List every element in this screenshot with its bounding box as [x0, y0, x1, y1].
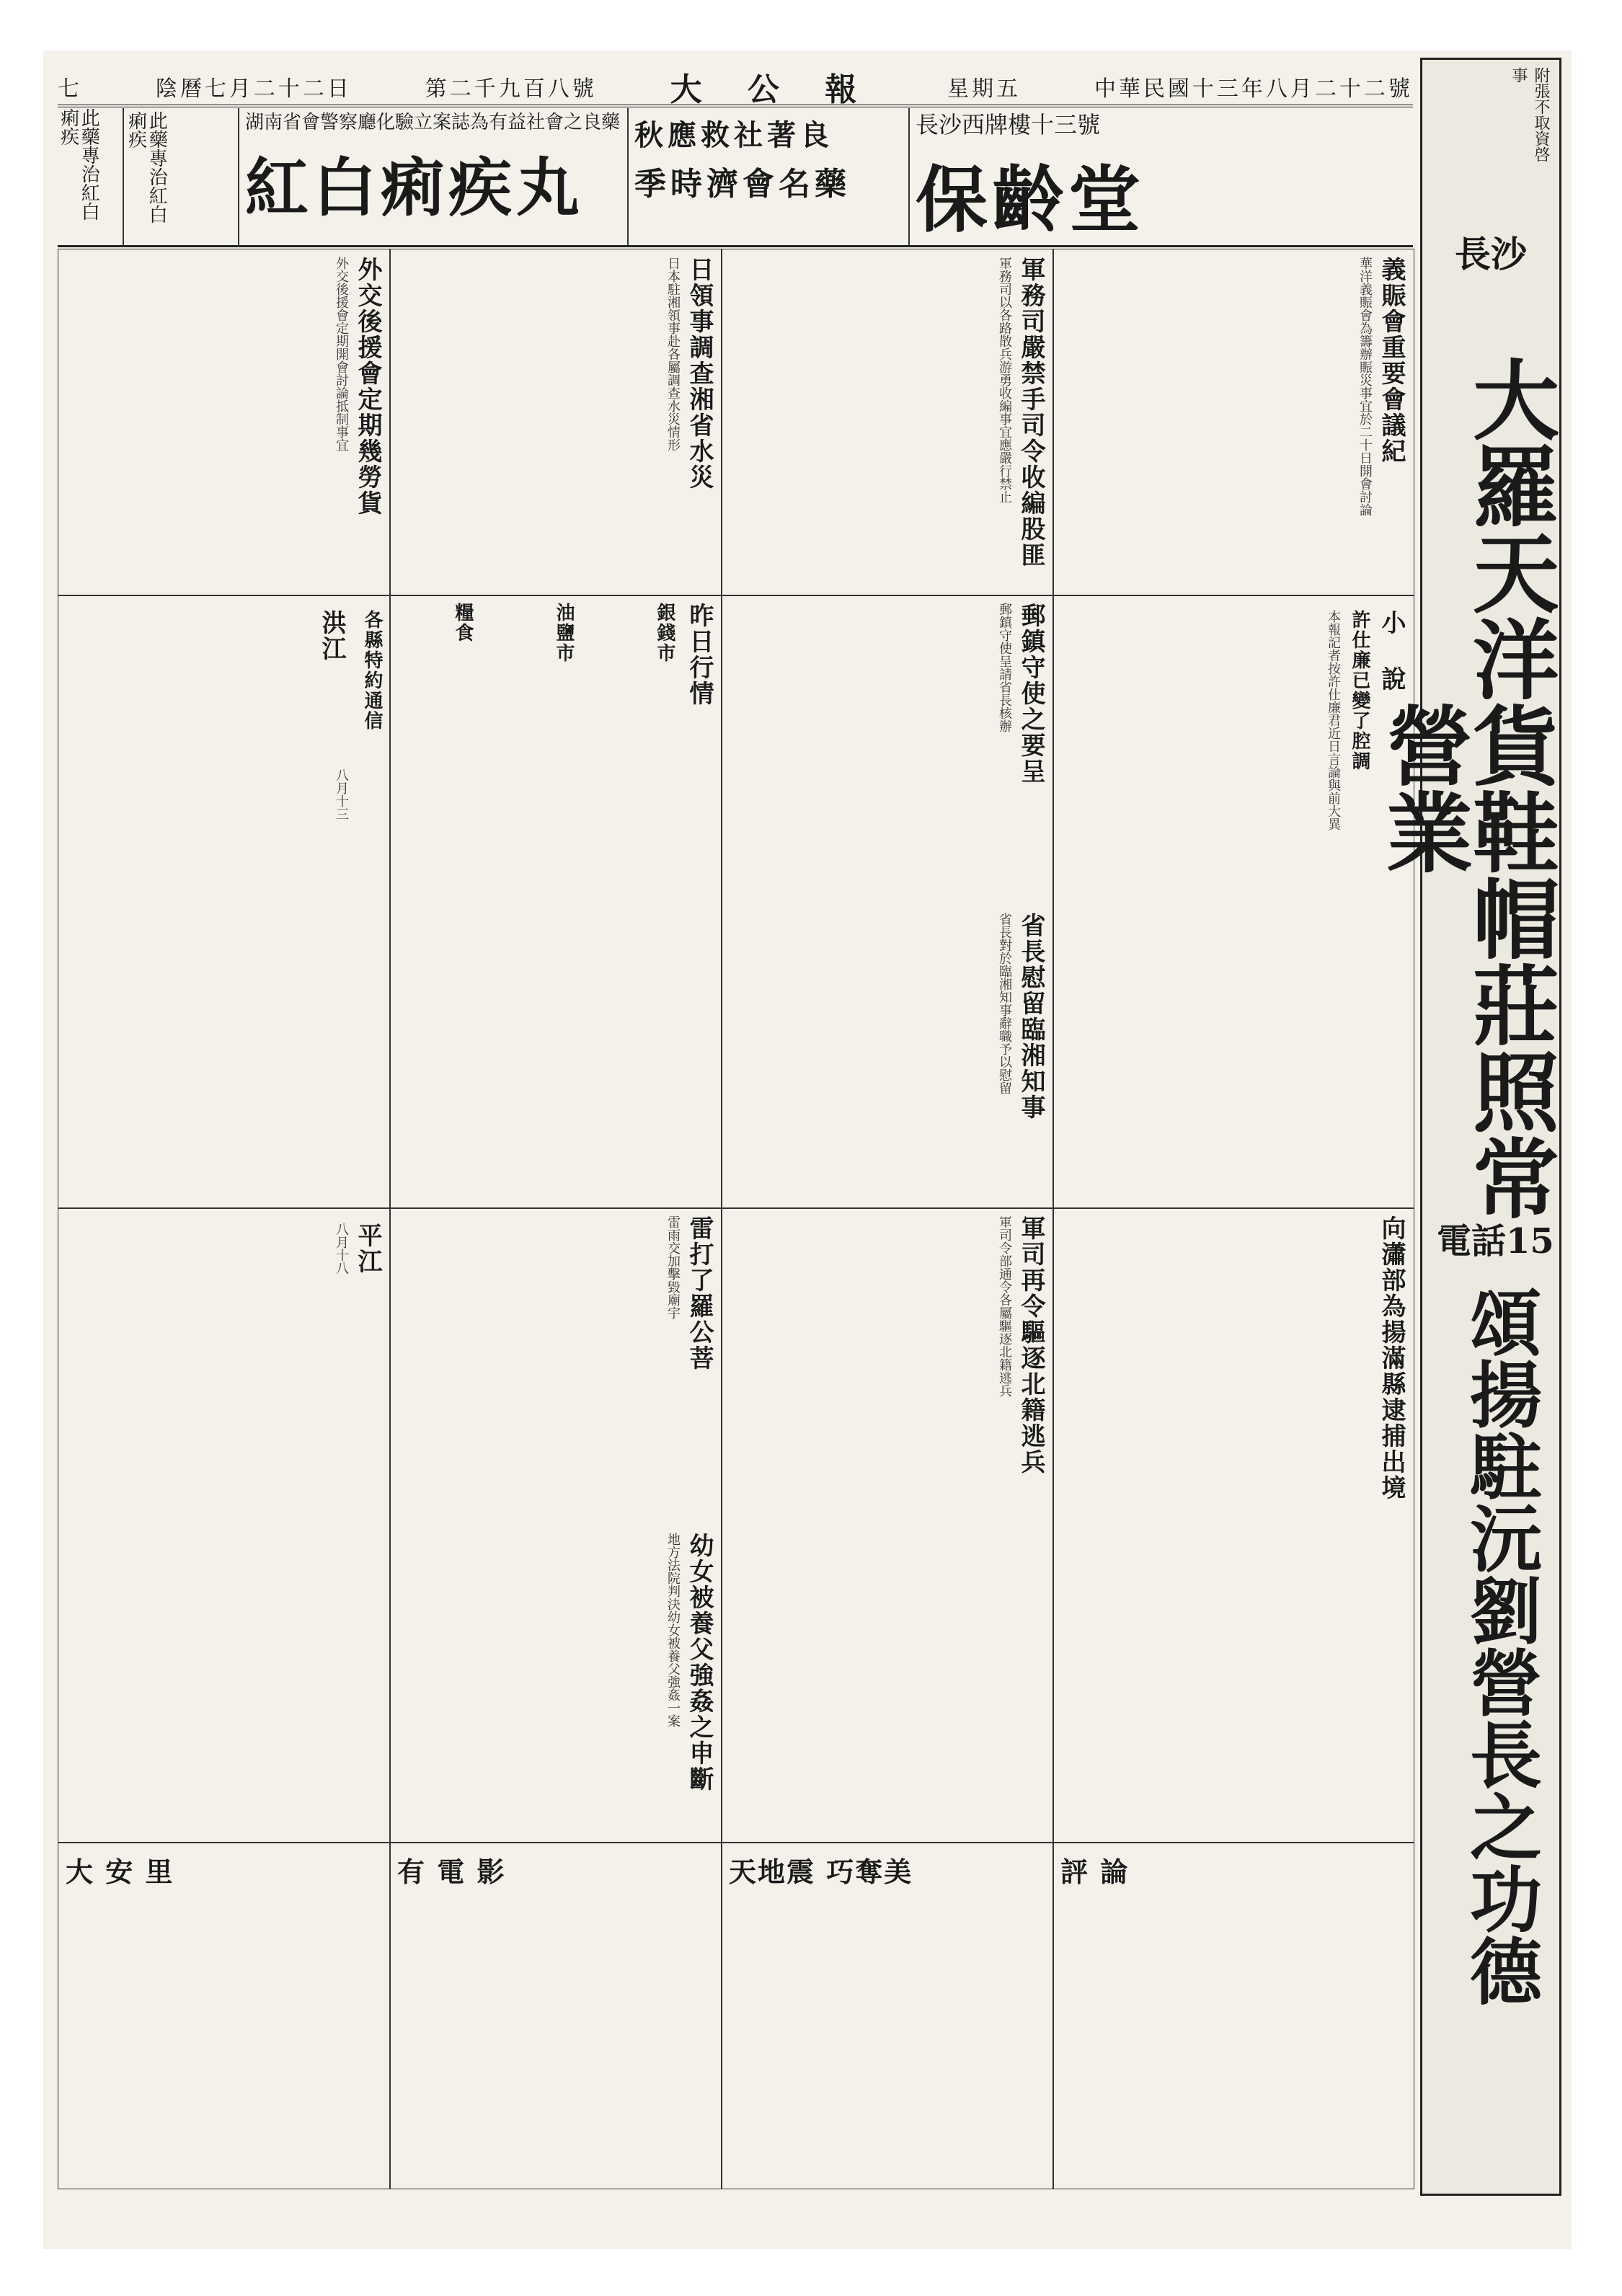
article-county-b — [58, 1207, 391, 1843]
seasonal-ad-title: 季時濟會名藥 — [634, 166, 851, 203]
article-army — [721, 1207, 1054, 1843]
seasonal-ad — [627, 108, 910, 245]
paper-name: 大 公 報 — [670, 71, 874, 108]
fiction-title: 小 說 — [1377, 610, 1406, 692]
rice-heading: 糧食 — [452, 603, 474, 643]
hongbai-ad-small: 湖南省會警察廳化驗立案誌為有益社會之良藥 — [245, 112, 621, 133]
baolingtang-ad-small: 長沙西牌樓十三號 — [916, 111, 1101, 138]
column-ad-title: 評 論 — [1060, 1856, 1130, 1888]
ad-notice-block — [123, 108, 239, 245]
governor-body: 省長對於臨湘知事辭職予以慰留 — [997, 913, 1012, 1094]
article-envoy — [721, 595, 1054, 1209]
market-prices — [389, 595, 722, 1209]
article-military — [721, 249, 1054, 596]
right-top-note: 附張不取資啓事 — [1510, 67, 1550, 162]
weekday: 星期五 — [947, 76, 1021, 102]
article-title: 義賑會重要會議紀 — [1377, 257, 1406, 464]
article-body: 郵鎮守使呈請省長核辦 — [997, 603, 1012, 732]
corner-ad-text: 此藥專治紅白痢疾 — [57, 108, 100, 221]
article-meeting — [1052, 249, 1414, 596]
article-title: 日領事調查湘省水災 — [685, 257, 714, 490]
county-title: 各縣特約通信 — [361, 610, 383, 731]
article-fiction — [1052, 595, 1414, 1209]
article-lightning — [389, 1207, 722, 1843]
masthead — [58, 68, 1413, 107]
publication-date: 中華民國十三年八月二十二號 — [1094, 76, 1413, 102]
governor-title: 省長慰留臨湘知事 — [1016, 913, 1045, 1120]
film-ad-title: 有 電 影 — [397, 1856, 506, 1888]
lunar-date: 陰曆七月二十二日 — [155, 76, 352, 102]
page-number: 七 — [58, 76, 82, 102]
baolingtang-ad — [908, 108, 1413, 245]
theater-ad-title: 大 安 里 — [66, 1856, 174, 1888]
article-body: 外交後援會定期開會討論抵制事宜 — [334, 257, 349, 451]
corner-ad — [58, 108, 124, 245]
article-title: 郵鎮守使之要呈 — [1016, 603, 1045, 784]
theater-ad — [58, 1842, 391, 2189]
county-date-b: 八月十八 — [334, 1223, 349, 1275]
fiction-subtitle: 許仕廉已變了腔調 — [1349, 610, 1370, 771]
article-body: 軍司令部通令各屬驅逐北籍逃兵 — [997, 1215, 1012, 1397]
ad-notice-text: 此藥專治紅白痢疾 — [125, 111, 168, 223]
article-body: 雷雨交加擊毀廟宇 — [665, 1215, 681, 1319]
film-ad — [389, 1842, 722, 2189]
article-bandit — [1052, 1207, 1414, 1843]
child-title: 幼女被養父強姦之申斷 — [685, 1533, 714, 1792]
county-date-a: 八月十三 — [334, 768, 349, 820]
issue-number: 第二千九百八號 — [425, 76, 597, 102]
notice-ad-title: 天地震 巧奪美 — [729, 1856, 913, 1888]
child-body: 地方法院判決幼女被養父強姦一案 — [665, 1533, 681, 1727]
article-body: 本報記者按許仕廉君近日言論與前大異 — [1326, 610, 1341, 830]
seasonal-ad-small: 秋應救社著良 — [634, 118, 833, 152]
market-title: 昨日行情 — [685, 603, 714, 706]
column-ad — [1052, 1842, 1414, 2189]
baolingtang-ad-title: 保齡堂 — [916, 157, 1145, 243]
article-grid — [58, 249, 1413, 2188]
ads-row — [58, 108, 1413, 247]
silver-heading: 銀錢市 — [654, 603, 675, 663]
county-heading-a: 洪江 — [317, 610, 346, 662]
county-heading-b: 平江 — [353, 1223, 382, 1275]
article-title: 向瀟部為揚滿縣逮捕出境 — [1377, 1215, 1406, 1501]
article-title: 外交後援會定期幾勞貨 — [353, 257, 382, 516]
article-county — [58, 595, 391, 1209]
article-body: 華洋義賑會為籌辦賑災事宜於二十日開會討論 — [1357, 257, 1373, 516]
oil-heading: 油鹽市 — [553, 603, 575, 663]
article-foreign — [58, 249, 391, 596]
right-tribute: 頌揚駐沅劉營長之功德 — [1458, 1285, 1543, 2006]
notice-ad — [721, 1842, 1054, 2189]
article-body: 軍務司以各路散兵游勇收編事宜應嚴行禁止 — [997, 257, 1012, 503]
right-big-ad: 大羅天洋貨鞋帽莊照常營業 — [1372, 355, 1560, 1220]
right-phone: 電話15 — [1437, 1221, 1554, 1262]
article-disaster — [389, 249, 722, 596]
article-title: 軍司再令驅逐北籍逃兵 — [1016, 1215, 1045, 1475]
article-title: 雷打了羅公菩 — [685, 1215, 714, 1371]
article-title: 軍務司嚴禁手司令收編股匪 — [1016, 257, 1045, 568]
article-body: 日本駐湘領事赴各屬調查水災情形 — [665, 257, 681, 451]
hongbai-ad — [238, 108, 629, 245]
right-city: 長沙 — [1455, 233, 1527, 275]
hongbai-ad-title: 紅白痢疾丸 — [245, 149, 585, 225]
